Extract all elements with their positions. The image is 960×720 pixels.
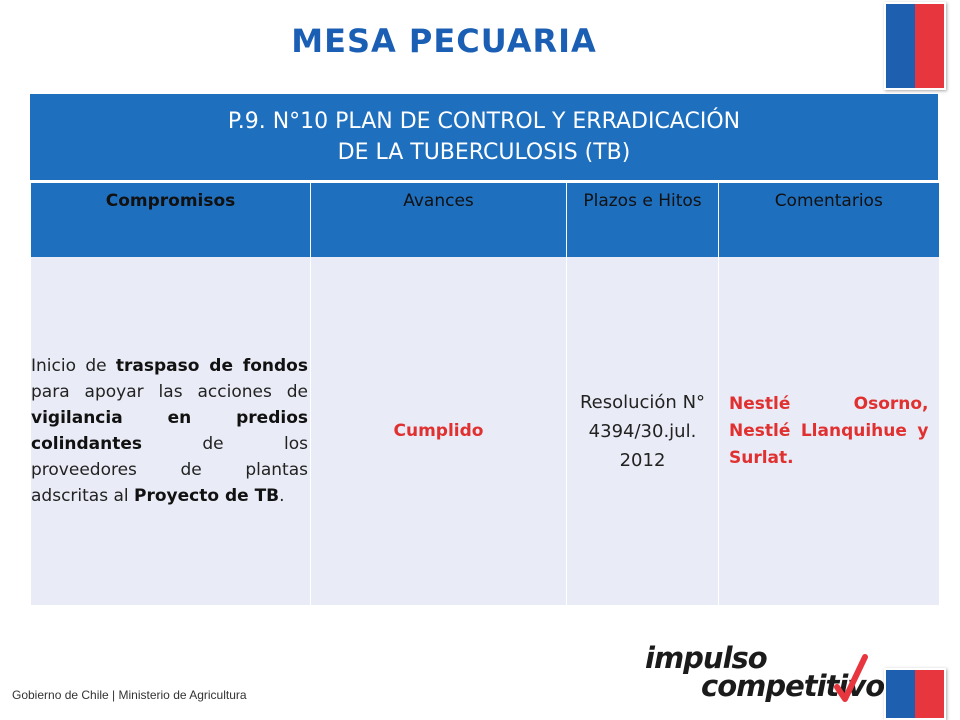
impulso-competitivo-logo	[645, 641, 885, 709]
banner-line-1: P.9. N°10 PLAN DE CONTROL Y ERRADICACIÓN	[227, 109, 741, 134]
logo-line-2: competitivo	[701, 669, 885, 703]
logo-line-1: impulso	[645, 641, 767, 675]
table-header-row	[31, 183, 939, 257]
footer-credit: Gobierno de Chile | Ministerio de Agricultura	[12, 688, 247, 702]
chile-flag-icon	[884, 668, 946, 720]
commitments-table	[30, 183, 939, 605]
header-comentarios: Comentarios	[719, 183, 939, 257]
compromisos-bold-3: Proyecto de TB	[134, 486, 280, 506]
page-title: MESA PECUARIA	[291, 22, 597, 60]
compromisos-text-3: de los proveedores de plantas adscritas al	[31, 434, 308, 506]
header-plazos: Plazos e Hitos	[567, 183, 719, 257]
chile-flag-icon	[884, 2, 946, 90]
compromisos-text-1: Inicio de	[31, 356, 116, 376]
compromisos-text-2: para apoyar las acciones de	[31, 382, 308, 402]
section-banner	[30, 94, 938, 182]
banner-line-2: DE LA TUBERCULOSIS (TB)	[337, 140, 631, 165]
header-avances: Avances	[311, 183, 567, 257]
compromisos-bold-2: vigilancia en predios colindantes	[31, 408, 308, 454]
checkmark-icon	[833, 653, 869, 703]
cell-avances: Cumplido	[311, 257, 567, 605]
compromisos-bold-1: traspaso de fondos	[115, 356, 308, 376]
table-row	[31, 257, 939, 605]
cell-compromisos	[31, 257, 311, 605]
header-compromisos: Compromisos	[31, 183, 311, 257]
cell-comentarios: Nestlé Osorno, Nestlé Llanquihue y Surlat.	[719, 257, 939, 605]
cell-plazos: Resolución N° 4394/30.jul. 2012	[567, 257, 719, 605]
compromisos-text-4: .	[279, 486, 285, 506]
